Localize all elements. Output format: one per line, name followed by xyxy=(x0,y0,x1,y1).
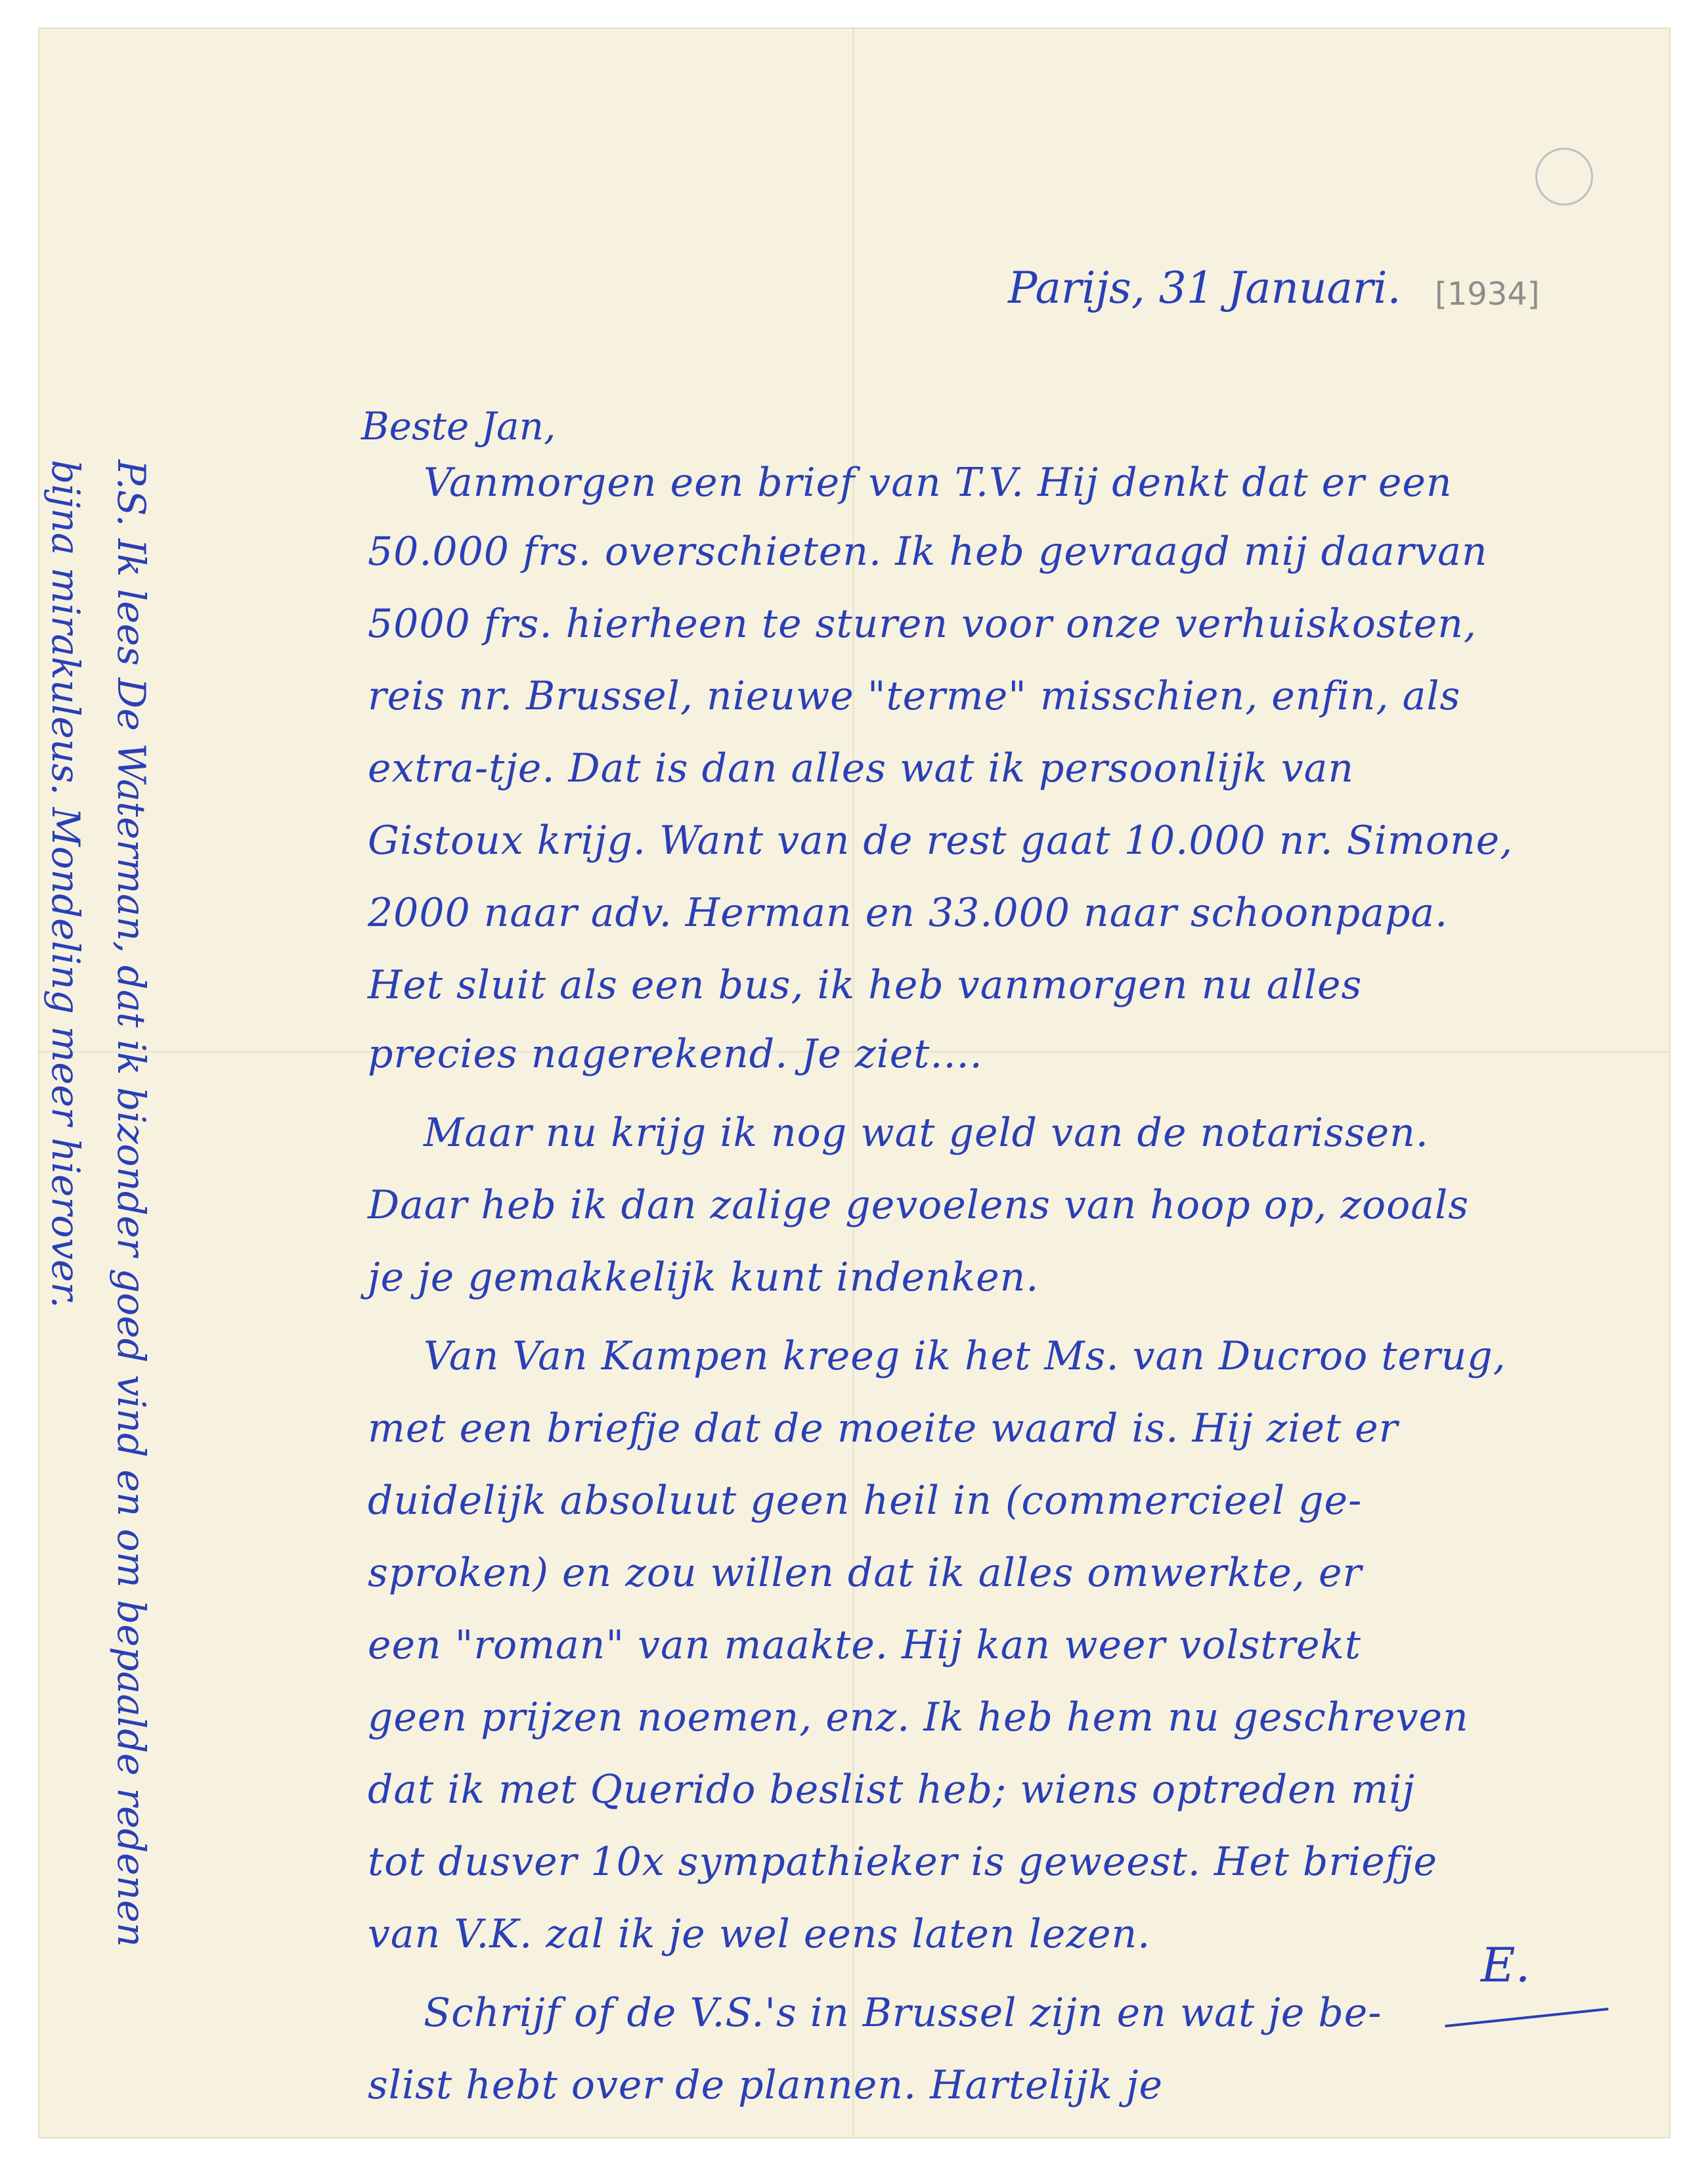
letter-line: met een briefje dat de moeite waard is. Hij ziet er xyxy=(368,1405,1399,1451)
letter-line: Van Van Kampen kreeg ik het Ms. van Ducroo terug, xyxy=(424,1333,1506,1379)
salutation: Beste Jan, xyxy=(361,404,556,449)
postscript-line: bijna mirakuleus. Mondeling meer hierover. xyxy=(43,460,88,1308)
letter-line: je je gemakkelijk kunt indenken. xyxy=(368,1254,1040,1300)
letter-line: 5000 frs. hierheen te sturen voor onze verhuiskosten, xyxy=(368,601,1477,647)
letter-line: slist hebt over de plannen. Hartelijk je xyxy=(368,2062,1164,2108)
letter-line: een "roman" van maakte. Hij kan weer volstrekt xyxy=(368,1622,1361,1668)
letter-line: Maar nu krijg ik nog wat geld van de notarissen. xyxy=(424,1110,1429,1156)
letter-line: Gistoux krijg. Want van de rest gaat 10.000 nr. Simone, xyxy=(368,818,1514,864)
letter-line: extra-tje. Dat is dan alles wat ik persoonlijk van xyxy=(368,745,1355,791)
signature: E. xyxy=(1481,1937,1531,1993)
letter-line: 50.000 frs. overschieten. Ik heb gevraagd mij daarvan xyxy=(368,529,1488,575)
postscript-line: P.S. Ik lees De Waterman, dat ik bizonder goed vind en om bepaalde redenen xyxy=(109,460,154,1947)
letter-line: Schrijf of de V.S.'s in Brussel zijn en wat je be- xyxy=(424,1990,1382,2036)
place-date: Parijs, 31 Januari. xyxy=(1008,263,1401,313)
letter-line: van V.K. zal ik je wel eens laten lezen. xyxy=(368,1911,1151,1957)
vertical-fold-line xyxy=(852,28,854,2138)
letter-line: Daar heb ik dan zalige gevoelens van hoop op, zooals xyxy=(368,1182,1469,1228)
letter-line: precies nagerekend. Je ziet.... xyxy=(368,1031,983,1077)
letter-line: geen prijzen noemen, enz. Ik heb hem nu geschreven xyxy=(368,1694,1469,1740)
letter-line: duidelijk absoluut geen heil in (commercieel ge- xyxy=(368,1478,1363,1524)
archive-date-note: [1934] xyxy=(1435,276,1540,313)
archive-stamp-icon xyxy=(1535,148,1593,206)
letter-line: 2000 naar adv. Herman en 33.000 naar schoonpapa. xyxy=(368,890,1449,936)
letter-line: sproken) en zou willen dat ik alles omwerkte, er xyxy=(368,1550,1363,1596)
letter-line: Het sluit als een bus, ik heb vanmorgen nu alles xyxy=(368,962,1363,1008)
postscript xyxy=(33,460,164,2036)
letter-sheet xyxy=(38,28,1671,2138)
letter-line: tot dusver 10x sympathieker is geweest. Het briefje xyxy=(368,1839,1438,1885)
letter-line: Vanmorgen een brief van T.V. Hij denkt dat er een xyxy=(424,460,1453,506)
letter-line: dat ik met Querido beslist heb; wiens optreden mij xyxy=(368,1767,1415,1813)
letter-line: reis nr. Brussel, nieuwe "terme" misschien, enfin, als xyxy=(368,673,1461,719)
